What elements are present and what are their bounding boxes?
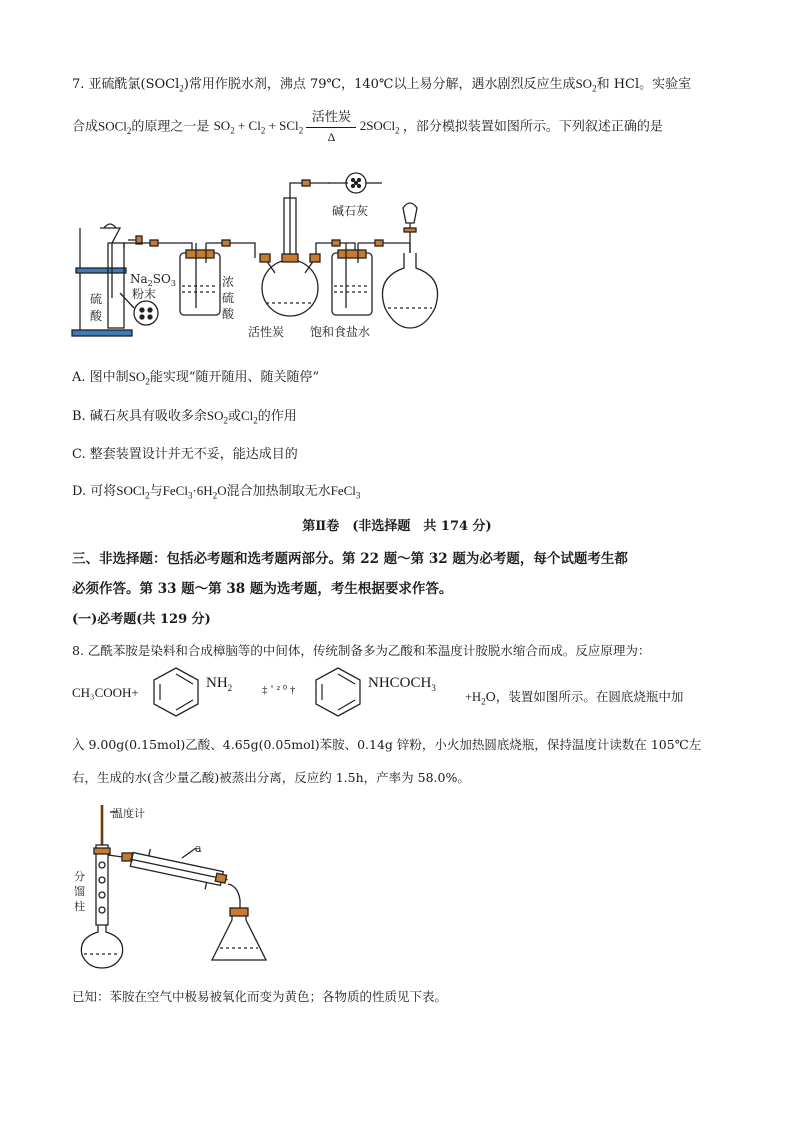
label-powder: 粉末 — [132, 287, 157, 301]
long-neck-funnel — [100, 228, 120, 298]
clamp — [76, 268, 126, 273]
wash-bottle-2 — [332, 253, 372, 315]
catalyst-label: 活性炭 — [306, 106, 356, 128]
conical-flask — [212, 912, 266, 960]
option-d[interactable]: D. 可将SOCl$_2$与$FeCl_3\cdot 6H_2O$混合加热制取无水FeCl$_3$ — [72, 483, 361, 501]
q7-apparatus-diagram — [70, 168, 450, 348]
stand-base — [72, 330, 132, 336]
section-subtitle: (一)必考题(共 129 分) — [72, 612, 211, 627]
option-c[interactable]: C. 整套装置设计并无不妥，能达成目的 — [72, 447, 298, 462]
label-column-2: 馏 — [74, 885, 85, 898]
reaction-condition — [306, 106, 356, 145]
reaction-equation: $SO_2 + Cl_2 + SCl_2$ $\frac{\text{活性炭}}{\Delta}$ 2SOCl$_2$ — [214, 118, 403, 133]
label-soda-lime: 碱石灰 — [332, 204, 369, 218]
label-column-1: 分 — [74, 870, 85, 883]
label-activated-carbon: 活性炭 — [248, 325, 285, 339]
porous-plate — [134, 301, 158, 325]
round-bottom-flask-q8 — [81, 925, 122, 968]
q8-distillation-diagram — [70, 800, 270, 970]
q8-water-line: $+H_2O$，装置如图所示。在圆底烧瓶中加 — [465, 689, 684, 707]
label-column-3: 柱 — [74, 900, 85, 913]
label-sulfuric-2: 酸 — [90, 309, 103, 323]
section-title: 第Ⅱ卷 (非选择题 共 174 分) — [302, 519, 492, 534]
label-saturated-brine: 饱和食盐水 — [310, 325, 371, 339]
label-a: a — [195, 842, 202, 855]
q8-line1: 8. 乙酰苯胺是染料和合成樟脑等的中间体，传统制备多为乙酸和苯温度计胺脱水缩合而成。反应原理为： — [72, 643, 651, 658]
option-b[interactable]: B. 碱石灰具有吸收多余$SO_2$或$Cl_2$的作用 — [72, 408, 297, 426]
label-sulfuric-1: 硫 — [90, 292, 103, 306]
q8-line3: 入 9.00g(0.15mol)乙酸、4.65g(0.05mol)苯胺、0.14g 锌粉，小火加热圆底烧瓶，保持温度计读数在 105℃左 — [72, 737, 702, 752]
benzene-ring-aniline — [146, 664, 206, 720]
label-conc-1: 浓 — [222, 275, 235, 289]
section-instruction-1: 三、非选择题：包括必考题和选考题两部分。第 22 题～第 32 题为必考题，每个试题考生都 — [72, 551, 628, 567]
section-instruction-2: 必须作答。第 33 题～第 38 题为选考题，考生根据要求作答。 — [72, 581, 453, 597]
reaction-tube — [108, 243, 124, 328]
label-na2so3: $Na_2SO_3$ — [130, 272, 176, 288]
wash-bottle-1 — [180, 253, 220, 315]
q8-line4: 右，生成的水(含少量乙酸)被蒸出分离，反应约 1.5h，产率为 58.0%。 — [72, 770, 470, 785]
reaction-arrow-marks: ‡ ˚ ² ⁰ † — [262, 684, 296, 696]
label-thermometer: 温度计 — [112, 807, 145, 820]
round-bottom-flask — [382, 253, 437, 328]
q8-number: 8. — [72, 643, 84, 658]
q7-line1: 7. 亚硫酰氯(SOCl$_2$)常用作脱水剂，沸点 79℃，140℃以上易分解，遇水剧烈反应生成$SO_2$和 HCl。实验室 — [72, 76, 692, 94]
q8-known: 已知：苯胺在空气中极易被氧化而变为黄色；各物质的性质见下表。 — [72, 989, 448, 1004]
benzene-ring-acetanilide — [308, 664, 368, 720]
option-a[interactable]: A. 图中制$SO_2$能实现“随开随用、随关随停” — [72, 369, 320, 387]
acetamide-group: $NHCOCH_3$ — [368, 675, 436, 693]
q7-number: 7. — [72, 77, 85, 92]
q8-acid: CH₃COOH+ — [72, 685, 139, 700]
label-conc-3: 酸 — [222, 307, 235, 321]
heat-label: Δ — [327, 130, 336, 144]
separatory-funnel — [403, 203, 417, 223]
label-conc-2: 硫 — [222, 291, 235, 305]
amine-group: $NH_2$ — [206, 675, 233, 693]
q7-line2: 合成SOCl$_2$的原理之一是 $SO_2 + Cl_2 + SCl_2$ $\frac{\text{活性炭}}{\Delta}$ 2SOCl$_2$ ，部分模拟装置如图所示。下列叙述正确的是 — [72, 108, 663, 147]
three-neck-flask — [262, 260, 318, 316]
